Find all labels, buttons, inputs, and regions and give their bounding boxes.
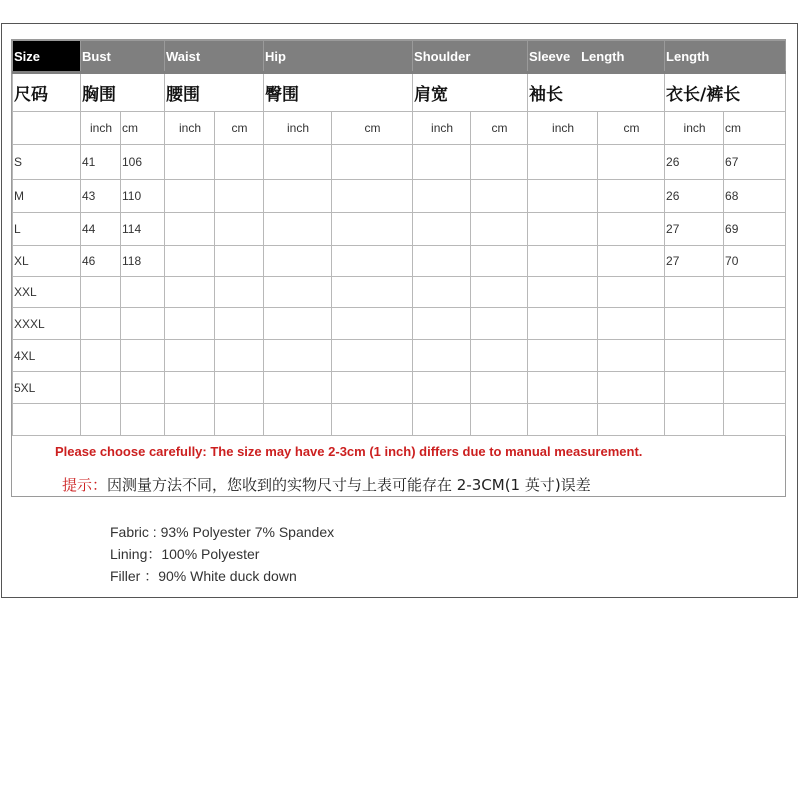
fabric-info: Fabric : 93% Polyester 7% Spandex (110, 524, 335, 540)
filler-info: Filler ：90% White duck down (110, 568, 297, 584)
shoulder-cm-cell (471, 213, 528, 246)
materials-info (110, 521, 334, 587)
sleeve-cm-cell (598, 308, 665, 340)
sleeve-inch-cell (528, 308, 598, 340)
sleeve-cm-cell (598, 246, 665, 277)
size-cell: 5XL (13, 372, 81, 404)
hip-cm-cell (332, 145, 413, 180)
bust-cm-cell (121, 372, 165, 404)
header-shoulder-zh: 肩宽 (413, 73, 528, 112)
bust-inch-cell: 44 (81, 213, 121, 246)
waist-cm-cell (215, 340, 264, 372)
size-row (13, 404, 786, 436)
size-row (13, 277, 786, 308)
header-size-zh: 尺码 (13, 73, 81, 112)
bust-inch-cell (81, 404, 121, 436)
hip-cm-cell (332, 213, 413, 246)
bust-inch-cell (81, 372, 121, 404)
size-chart-frame (1, 23, 798, 598)
header-sleeve-length: Sleeve Length (528, 41, 665, 73)
size-rows (13, 145, 786, 436)
waist-cm-cell (215, 246, 264, 277)
waist-inch-cell (165, 372, 215, 404)
sleeve-inch-cell (528, 277, 598, 308)
waist-cm-cell (215, 308, 264, 340)
bust-cm-cell: 106 (121, 145, 165, 180)
unit-inch: inch (165, 112, 215, 145)
header-row-chinese (13, 73, 786, 112)
bust-cm-cell (121, 277, 165, 308)
sleeve-inch-cell (528, 180, 598, 213)
length-inch-cell (665, 308, 724, 340)
shoulder-inch-cell (413, 404, 471, 436)
bust-inch-cell (81, 308, 121, 340)
waist-inch-cell (165, 213, 215, 246)
sleeve-inch-cell (528, 246, 598, 277)
lining-info: Lining：100% Polyester (110, 546, 260, 562)
sleeve-inch-cell (528, 145, 598, 180)
sleeve-cm-cell (598, 404, 665, 436)
size-row (13, 213, 786, 246)
hip-cm-cell (332, 404, 413, 436)
bust-inch-cell: 43 (81, 180, 121, 213)
sleeve-inch-cell (528, 372, 598, 404)
hip-inch-cell (264, 340, 332, 372)
hip-inch-cell (264, 277, 332, 308)
units-row (13, 112, 786, 145)
waist-cm-cell (215, 404, 264, 436)
shoulder-cm-cell (471, 246, 528, 277)
hip-cm-cell (332, 372, 413, 404)
unit-cm: cm (332, 112, 413, 145)
sleeve-inch-cell (528, 213, 598, 246)
unit-inch: inch (528, 112, 598, 145)
shoulder-cm-cell (471, 404, 528, 436)
length-cm-cell (724, 308, 786, 340)
sleeve-cm-cell (598, 277, 665, 308)
length-cm-cell: 67 (724, 145, 786, 180)
hip-inch-cell (264, 404, 332, 436)
tip-text: 因测量方法不同，您收到的实物尺寸与上表可能存在 2-3CM(1 英寸)误差 (107, 476, 591, 494)
sleeve-cm-cell (598, 145, 665, 180)
header-bust: Bust (81, 41, 165, 73)
waist-inch-cell (165, 277, 215, 308)
unit-cm: cm (724, 112, 786, 145)
size-cell: S (13, 145, 81, 180)
waist-inch-cell (165, 246, 215, 277)
length-cm-cell (724, 277, 786, 308)
shoulder-cm-cell (471, 277, 528, 308)
size-row (13, 180, 786, 213)
hip-cm-cell (332, 180, 413, 213)
unit-inch: inch (413, 112, 471, 145)
length-inch-cell: 26 (665, 145, 724, 180)
bust-cm-cell (121, 340, 165, 372)
sleeve-inch-cell (528, 404, 598, 436)
size-row (13, 246, 786, 277)
unit-cm: cm (471, 112, 528, 145)
waist-inch-cell (165, 180, 215, 213)
measurement-tip (62, 474, 591, 495)
size-cell (13, 404, 81, 436)
length-inch-cell (665, 340, 724, 372)
unit-cm: cm (121, 112, 165, 145)
size-row (13, 308, 786, 340)
header-hip-zh: 臀围 (264, 73, 413, 112)
shoulder-cm-cell (471, 372, 528, 404)
shoulder-cm-cell (471, 145, 528, 180)
shoulder-cm-cell (471, 308, 528, 340)
units-blank (13, 112, 81, 145)
waist-cm-cell (215, 277, 264, 308)
size-table (12, 40, 786, 436)
header-waist: Waist (165, 41, 264, 73)
unit-cm: cm (598, 112, 665, 145)
hip-inch-cell (264, 213, 332, 246)
bust-cm-cell: 118 (121, 246, 165, 277)
sleeve-cm-cell (598, 340, 665, 372)
length-inch-cell: 26 (665, 180, 724, 213)
header-length: Length (665, 41, 786, 73)
sleeve-cm-cell (598, 213, 665, 246)
header-shoulder: Shoulder (413, 41, 528, 73)
unit-inch: inch (665, 112, 724, 145)
shoulder-inch-cell (413, 340, 471, 372)
hip-inch-cell (264, 372, 332, 404)
waist-inch-cell (165, 308, 215, 340)
waist-cm-cell (215, 180, 264, 213)
size-cell: XXXL (13, 308, 81, 340)
shoulder-inch-cell (413, 246, 471, 277)
notes-area (12, 439, 785, 496)
size-cell: M (13, 180, 81, 213)
length-cm-cell (724, 404, 786, 436)
bust-cm-cell: 114 (121, 213, 165, 246)
shoulder-cm-cell (471, 340, 528, 372)
sleeve-cm-cell (598, 372, 665, 404)
waist-inch-cell (165, 340, 215, 372)
size-row (13, 340, 786, 372)
shoulder-inch-cell (413, 372, 471, 404)
bust-cm-cell: 110 (121, 180, 165, 213)
hip-cm-cell (332, 340, 413, 372)
hip-cm-cell (332, 277, 413, 308)
bust-inch-cell (81, 340, 121, 372)
waist-inch-cell (165, 404, 215, 436)
length-cm-cell: 69 (724, 213, 786, 246)
header-row-english (13, 41, 786, 73)
length-cm-cell: 70 (724, 246, 786, 277)
bust-cm-cell (121, 404, 165, 436)
shoulder-inch-cell (413, 145, 471, 180)
waist-cm-cell (215, 213, 264, 246)
length-inch-cell (665, 404, 724, 436)
waist-inch-cell (165, 145, 215, 180)
length-inch-cell: 27 (665, 213, 724, 246)
hip-inch-cell (264, 246, 332, 277)
header-sleeve-zh: 袖长 (528, 73, 665, 112)
length-cm-cell: 68 (724, 180, 786, 213)
shoulder-inch-cell (413, 180, 471, 213)
length-cm-cell (724, 372, 786, 404)
size-cell: L (13, 213, 81, 246)
size-row (13, 372, 786, 404)
bust-inch-cell: 46 (81, 246, 121, 277)
waist-cm-cell (215, 372, 264, 404)
tip-label: 提示： (62, 476, 108, 494)
size-chart (11, 39, 786, 497)
length-cm-cell (724, 340, 786, 372)
bust-inch-cell: 41 (81, 145, 121, 180)
unit-cm: cm (215, 112, 264, 145)
length-inch-cell (665, 277, 724, 308)
shoulder-inch-cell (413, 308, 471, 340)
header-bust-zh: 胸围 (81, 73, 165, 112)
shoulder-inch-cell (413, 213, 471, 246)
size-cell: XL (13, 246, 81, 277)
sleeve-cm-cell (598, 180, 665, 213)
header-length-zh: 衣长/裤长 (665, 73, 786, 112)
bust-cm-cell (121, 308, 165, 340)
hip-inch-cell (264, 308, 332, 340)
hip-inch-cell (264, 145, 332, 180)
hip-cm-cell (332, 308, 413, 340)
shoulder-inch-cell (413, 277, 471, 308)
size-cell: 4XL (13, 340, 81, 372)
size-row (13, 145, 786, 180)
sleeve-inch-cell (528, 340, 598, 372)
header-hip: Hip (264, 41, 413, 73)
header-size: Size (13, 41, 81, 73)
length-inch-cell (665, 372, 724, 404)
size-cell: XXL (13, 277, 81, 308)
waist-cm-cell (215, 145, 264, 180)
header-waist-zh: 腰围 (165, 73, 264, 112)
hip-cm-cell (332, 246, 413, 277)
bust-inch-cell (81, 277, 121, 308)
hip-inch-cell (264, 180, 332, 213)
shoulder-cm-cell (471, 180, 528, 213)
length-inch-cell: 27 (665, 246, 724, 277)
measurement-warning: Please choose carefully: The size may have 2-3cm (1 inch) differs due to manual measurement. (55, 444, 643, 459)
unit-inch: inch (264, 112, 332, 145)
unit-inch: inch (81, 112, 121, 145)
